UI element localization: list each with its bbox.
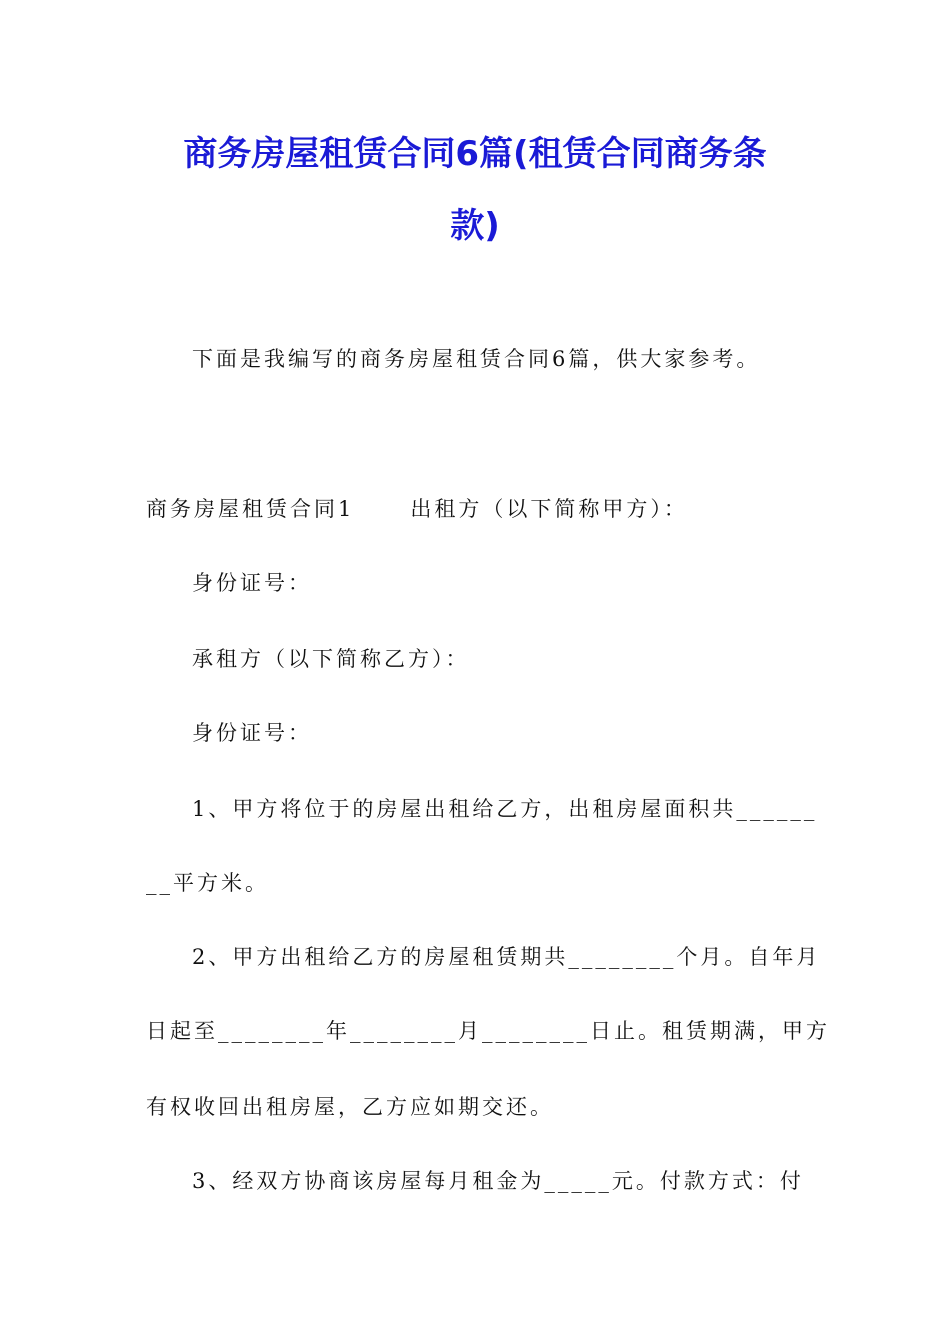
lessor-id-label: 身份证号：	[192, 571, 312, 595]
clause-2-line-2: 日起至________年________月________日止。租赁期满，甲方	[146, 1019, 830, 1043]
contract-heading: 商务房屋租赁合同1	[146, 497, 355, 521]
contract-heading-row	[146, 494, 688, 524]
document-title-line-1: 商务房屋租赁合同6篇(租赁合同商务条	[183, 134, 767, 174]
lessee-id-label: 身份证号：	[192, 721, 312, 745]
intro-paragraph: 下面是我编写的商务房屋租赁合同6篇，供大家参考。	[192, 347, 761, 371]
lessor-label: 出租方（以下简称甲方）：	[410, 497, 688, 521]
clause-3-line-1: 3、经双方协商该房屋每月租金为_____元。付款方式：付	[192, 1169, 804, 1193]
clause-1-line-2: __平方米。	[146, 871, 269, 895]
lessee-label: 承租方（以下简称乙方）：	[192, 647, 470, 671]
document-title-line-2: 款)	[450, 206, 500, 246]
clause-2-line-3: 有权收回出租房屋，乙方应如期交还。	[146, 1095, 554, 1119]
clause-1-line-1: 1、甲方将位于的房屋出租给乙方，出租房屋面积共______	[192, 797, 818, 821]
clause-2-line-1: 2、甲方出租给乙方的房屋租赁期共________个月。自年月	[192, 945, 821, 969]
